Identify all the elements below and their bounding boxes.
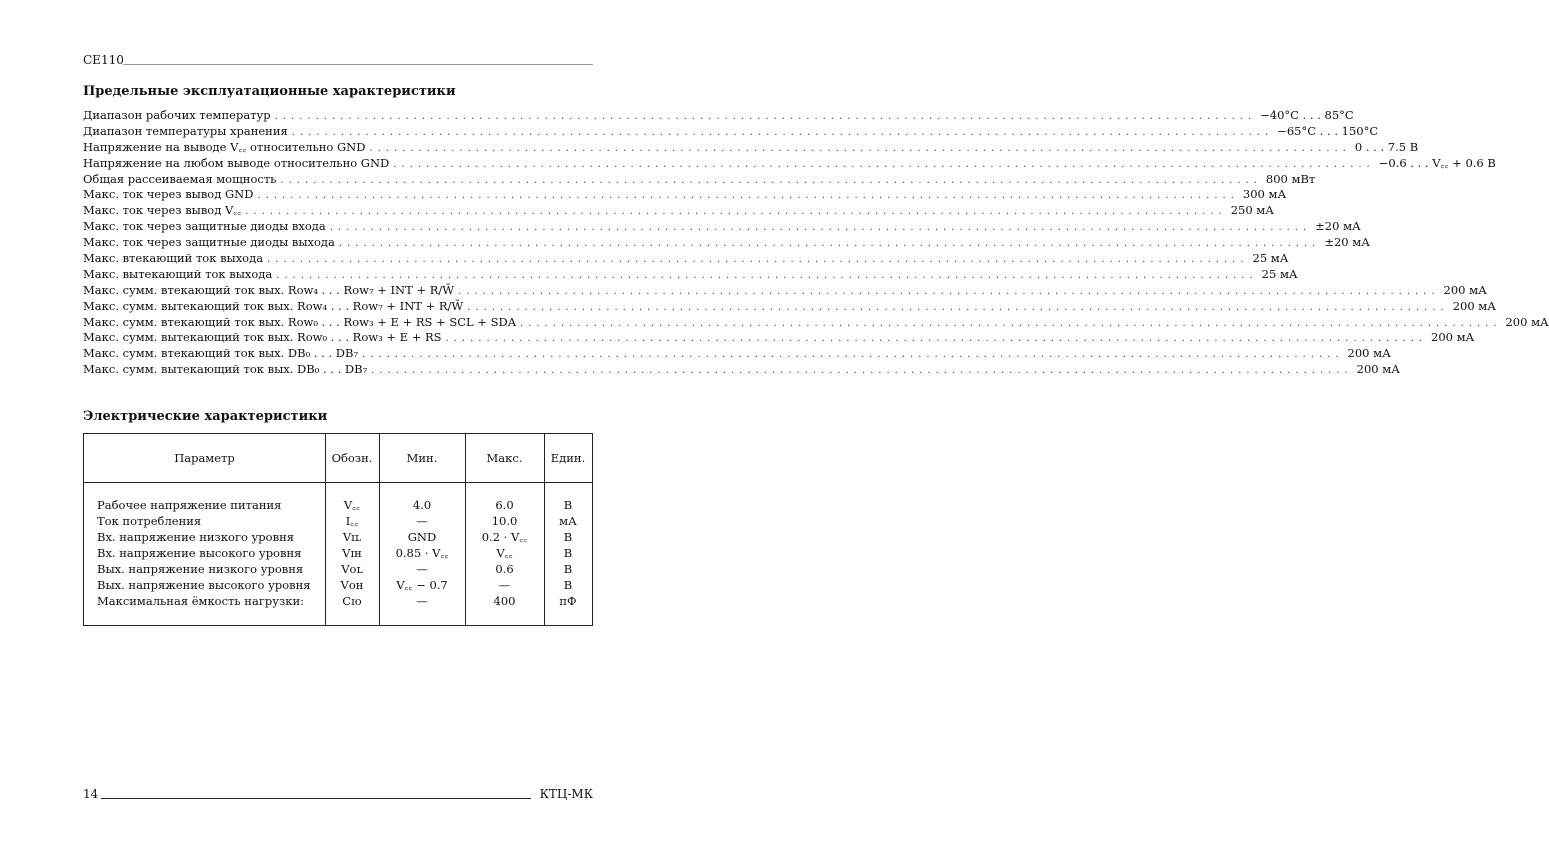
limits-row [83, 330, 1475, 346]
limits-row [83, 251, 1289, 267]
limits-label: Диапазон рабочих температур [83, 108, 271, 122]
cell-max: 0.2 · V꜀꜀ [481, 530, 528, 544]
limits-value: 200 мА [1505, 314, 1549, 329]
header-unit: Един. [550, 451, 586, 465]
page-header [83, 52, 593, 68]
leader-dots: ........................................................................................................................ [467, 301, 1449, 313]
limits-row [83, 314, 1549, 331]
limits-label: Макс. втекающий ток выхода [83, 251, 264, 266]
limits-value: 200 мА [1443, 282, 1487, 297]
limits-row [83, 203, 1274, 219]
limits-row [83, 235, 1370, 251]
limits-value: 200 мА [1452, 298, 1496, 313]
cell-parameter: Рабочее напряжение питания [97, 498, 282, 512]
leader-dots: ........................................................................................................................ [369, 142, 1351, 154]
cell-unit: В [563, 546, 573, 560]
header-max: Макс. [486, 451, 523, 465]
cell-parameter: Максимальная ёмкость нагрузки: [97, 594, 304, 608]
cell-max: — [498, 578, 511, 592]
page-footer [83, 786, 593, 802]
leader-dots: ........................................................................................................................ [445, 333, 1427, 345]
limits-heading: Предельные эксплуатационные характеристики [83, 84, 456, 99]
leader-dots: ........................................................................................................................ [329, 222, 1312, 234]
limits-label: Макс. вытекающий ток выхода [83, 266, 273, 281]
limits-value: −0.6 . . . V꜀꜀ + 0.6 В [1378, 155, 1496, 170]
cell-symbol: Vᴏʟ [341, 562, 363, 576]
limits-row [83, 155, 1496, 172]
table-row [84, 513, 592, 529]
limits-label: Макс. ток через защитные диоды входа [83, 219, 326, 234]
cell-parameter: Вх. напряжение высокого уровня [97, 546, 302, 560]
leader-dots: ........................................................................................................................ [520, 317, 1502, 329]
cell-max: V꜀꜀ [496, 546, 513, 560]
limits-row [83, 298, 1496, 315]
limits-label: Макс. сумм. вытекающий ток вых. Row₄ . . . Row₇ + INT + R/W̄ [83, 298, 464, 313]
electrical-heading: Электрические характеристики [83, 409, 328, 424]
cell-min: GND [407, 530, 437, 544]
limits-value: 25 мА [1261, 266, 1298, 281]
table-row [84, 593, 592, 609]
limits-row [83, 346, 1391, 362]
limits-label: Макс. сумм. вытекающий ток вых. DB₀ . . . DB₇ [83, 362, 368, 377]
cell-symbol: Vᴏʜ [340, 578, 364, 592]
limits-list [83, 108, 1549, 378]
cell-parameter: Вх. напряжение низкого уровня [97, 530, 294, 544]
header-min: Мин. [406, 451, 438, 465]
cell-max: 400 [493, 594, 516, 608]
limits-row [83, 187, 1287, 203]
cell-symbol: V꜀꜀ [343, 498, 361, 512]
header-rule [123, 64, 593, 65]
cell-parameter: Вых. напряжение низкого уровня [97, 562, 304, 576]
cell-symbol: I꜀꜀ [345, 514, 359, 528]
limits-label: Макс. ток через вывод GND [83, 187, 254, 202]
limits-value: 25 мА [1252, 251, 1289, 266]
leader-dots: ........................................................................................................................ [245, 206, 1227, 218]
limits-value: 200 мА [1431, 330, 1475, 345]
leader-dots: ........................................................................................................................ [291, 126, 1274, 138]
limits-row [83, 139, 1419, 156]
electrical-table [83, 433, 593, 626]
cell-min: 0.85 · V꜀꜀ [395, 546, 449, 560]
header-symbol: Обозн. [331, 451, 373, 465]
header-parameter: Параметр [174, 451, 235, 465]
limits-row [83, 282, 1487, 299]
limits-row [83, 219, 1361, 235]
leader-dots: ........................................................................................................................ [338, 238, 1321, 250]
cell-max: 10.0 [491, 514, 518, 528]
limits-row [83, 362, 1400, 378]
limits-row [83, 266, 1298, 283]
limits-value: ±20 мА [1324, 235, 1370, 250]
organization-name: КТЦ-МК [539, 787, 593, 801]
table-row [84, 577, 592, 593]
table-row [84, 529, 592, 545]
cell-parameter: Вых. напряжение высокого уровня [97, 578, 311, 592]
limits-value: 200 мА [1347, 346, 1391, 361]
leader-dots: ........................................................................................................................ [274, 111, 1257, 122]
leader-dots: ........................................................................................................................ [393, 158, 1375, 170]
limits-label: Общая рассеиваемая мощность [83, 171, 277, 186]
cell-unit: В [563, 578, 573, 592]
limits-label: Макс. ток через защитные диоды выхода [83, 235, 335, 250]
cell-min: — [416, 514, 428, 528]
cell-min: — [416, 594, 428, 608]
cell-unit: пФ [559, 594, 577, 608]
limits-label: Макс. сумм. вытекающий ток вых. Row₀ . . . Row₃ + E + RS [83, 330, 442, 345]
cell-unit: В [563, 562, 573, 576]
leader-dots: ........................................................................................................................ [267, 254, 1249, 266]
cell-symbol: Vɪʟ [342, 530, 362, 544]
cell-unit: В [563, 530, 573, 544]
limits-label: Макс. сумм. втекающий ток вых. Row₄ . . . Row₇ + INT + R/W̄ [83, 282, 455, 297]
leader-dots: ........................................................................................................................ [276, 269, 1258, 281]
limits-value: 300 мА [1242, 187, 1287, 202]
leader-dots: ........................................................................................................................ [458, 285, 1440, 297]
document-code: CE110 [83, 52, 128, 68]
leader-dots: ........................................................................................................................ [371, 365, 1353, 377]
limits-row [83, 108, 1354, 124]
limits-label: Макс. ток через вывод V꜀꜀ [83, 203, 242, 218]
limits-label: Напряжение на любом выводе относительно GND [83, 155, 390, 170]
cell-max: 6.0 [495, 498, 514, 512]
table-row [84, 545, 592, 561]
limits-value: 200 мА [1356, 362, 1400, 377]
leader-dots: ........................................................................................................................ [362, 349, 1344, 361]
leader-dots: ........................................................................................................................ [280, 174, 1262, 186]
limits-value: 250 мА [1230, 203, 1274, 218]
leader-dots: ........................................................................................................................ [257, 190, 1239, 202]
limits-label: Напряжение на выводе V꜀꜀ относительно GND [83, 139, 366, 154]
limits-label: Диапазон температуры хранения [83, 123, 288, 138]
page-number: 14 [83, 787, 99, 801]
cell-min: 4.0 [412, 498, 432, 512]
limits-value: ±20 мА [1315, 219, 1361, 234]
limits-row [83, 171, 1316, 188]
limits-value: 800 мВт [1265, 171, 1316, 186]
footer-rule [101, 798, 531, 799]
limits-row [83, 123, 1379, 140]
cell-min: — [416, 562, 428, 576]
cell-max: 0.6 [495, 562, 514, 576]
header-divider [84, 482, 592, 483]
table-row [84, 497, 592, 513]
cell-unit: мА [559, 514, 577, 528]
limits-label: Макс. сумм. втекающий ток вых. Row₀ . . . Row₃ + E + RS + SCL + SDA [83, 314, 517, 329]
cell-unit: В [563, 498, 573, 512]
cell-symbol: Cɪᴏ [342, 594, 362, 608]
cell-min: V꜀꜀ − 0.7 [396, 578, 448, 592]
table-row [84, 561, 592, 577]
cell-symbol: Vɪʜ [342, 546, 362, 560]
limits-value: 0 . . . 7.5 В [1354, 139, 1419, 154]
limits-label: Макс. сумм. втекающий ток вых. DB₀ . . . DB₇ [83, 346, 359, 361]
cell-parameter: Ток потребления [97, 514, 202, 528]
limits-value: −65°C . . . 150°C [1277, 123, 1379, 138]
limits-value: −40°C . . . 85°C [1260, 108, 1354, 122]
